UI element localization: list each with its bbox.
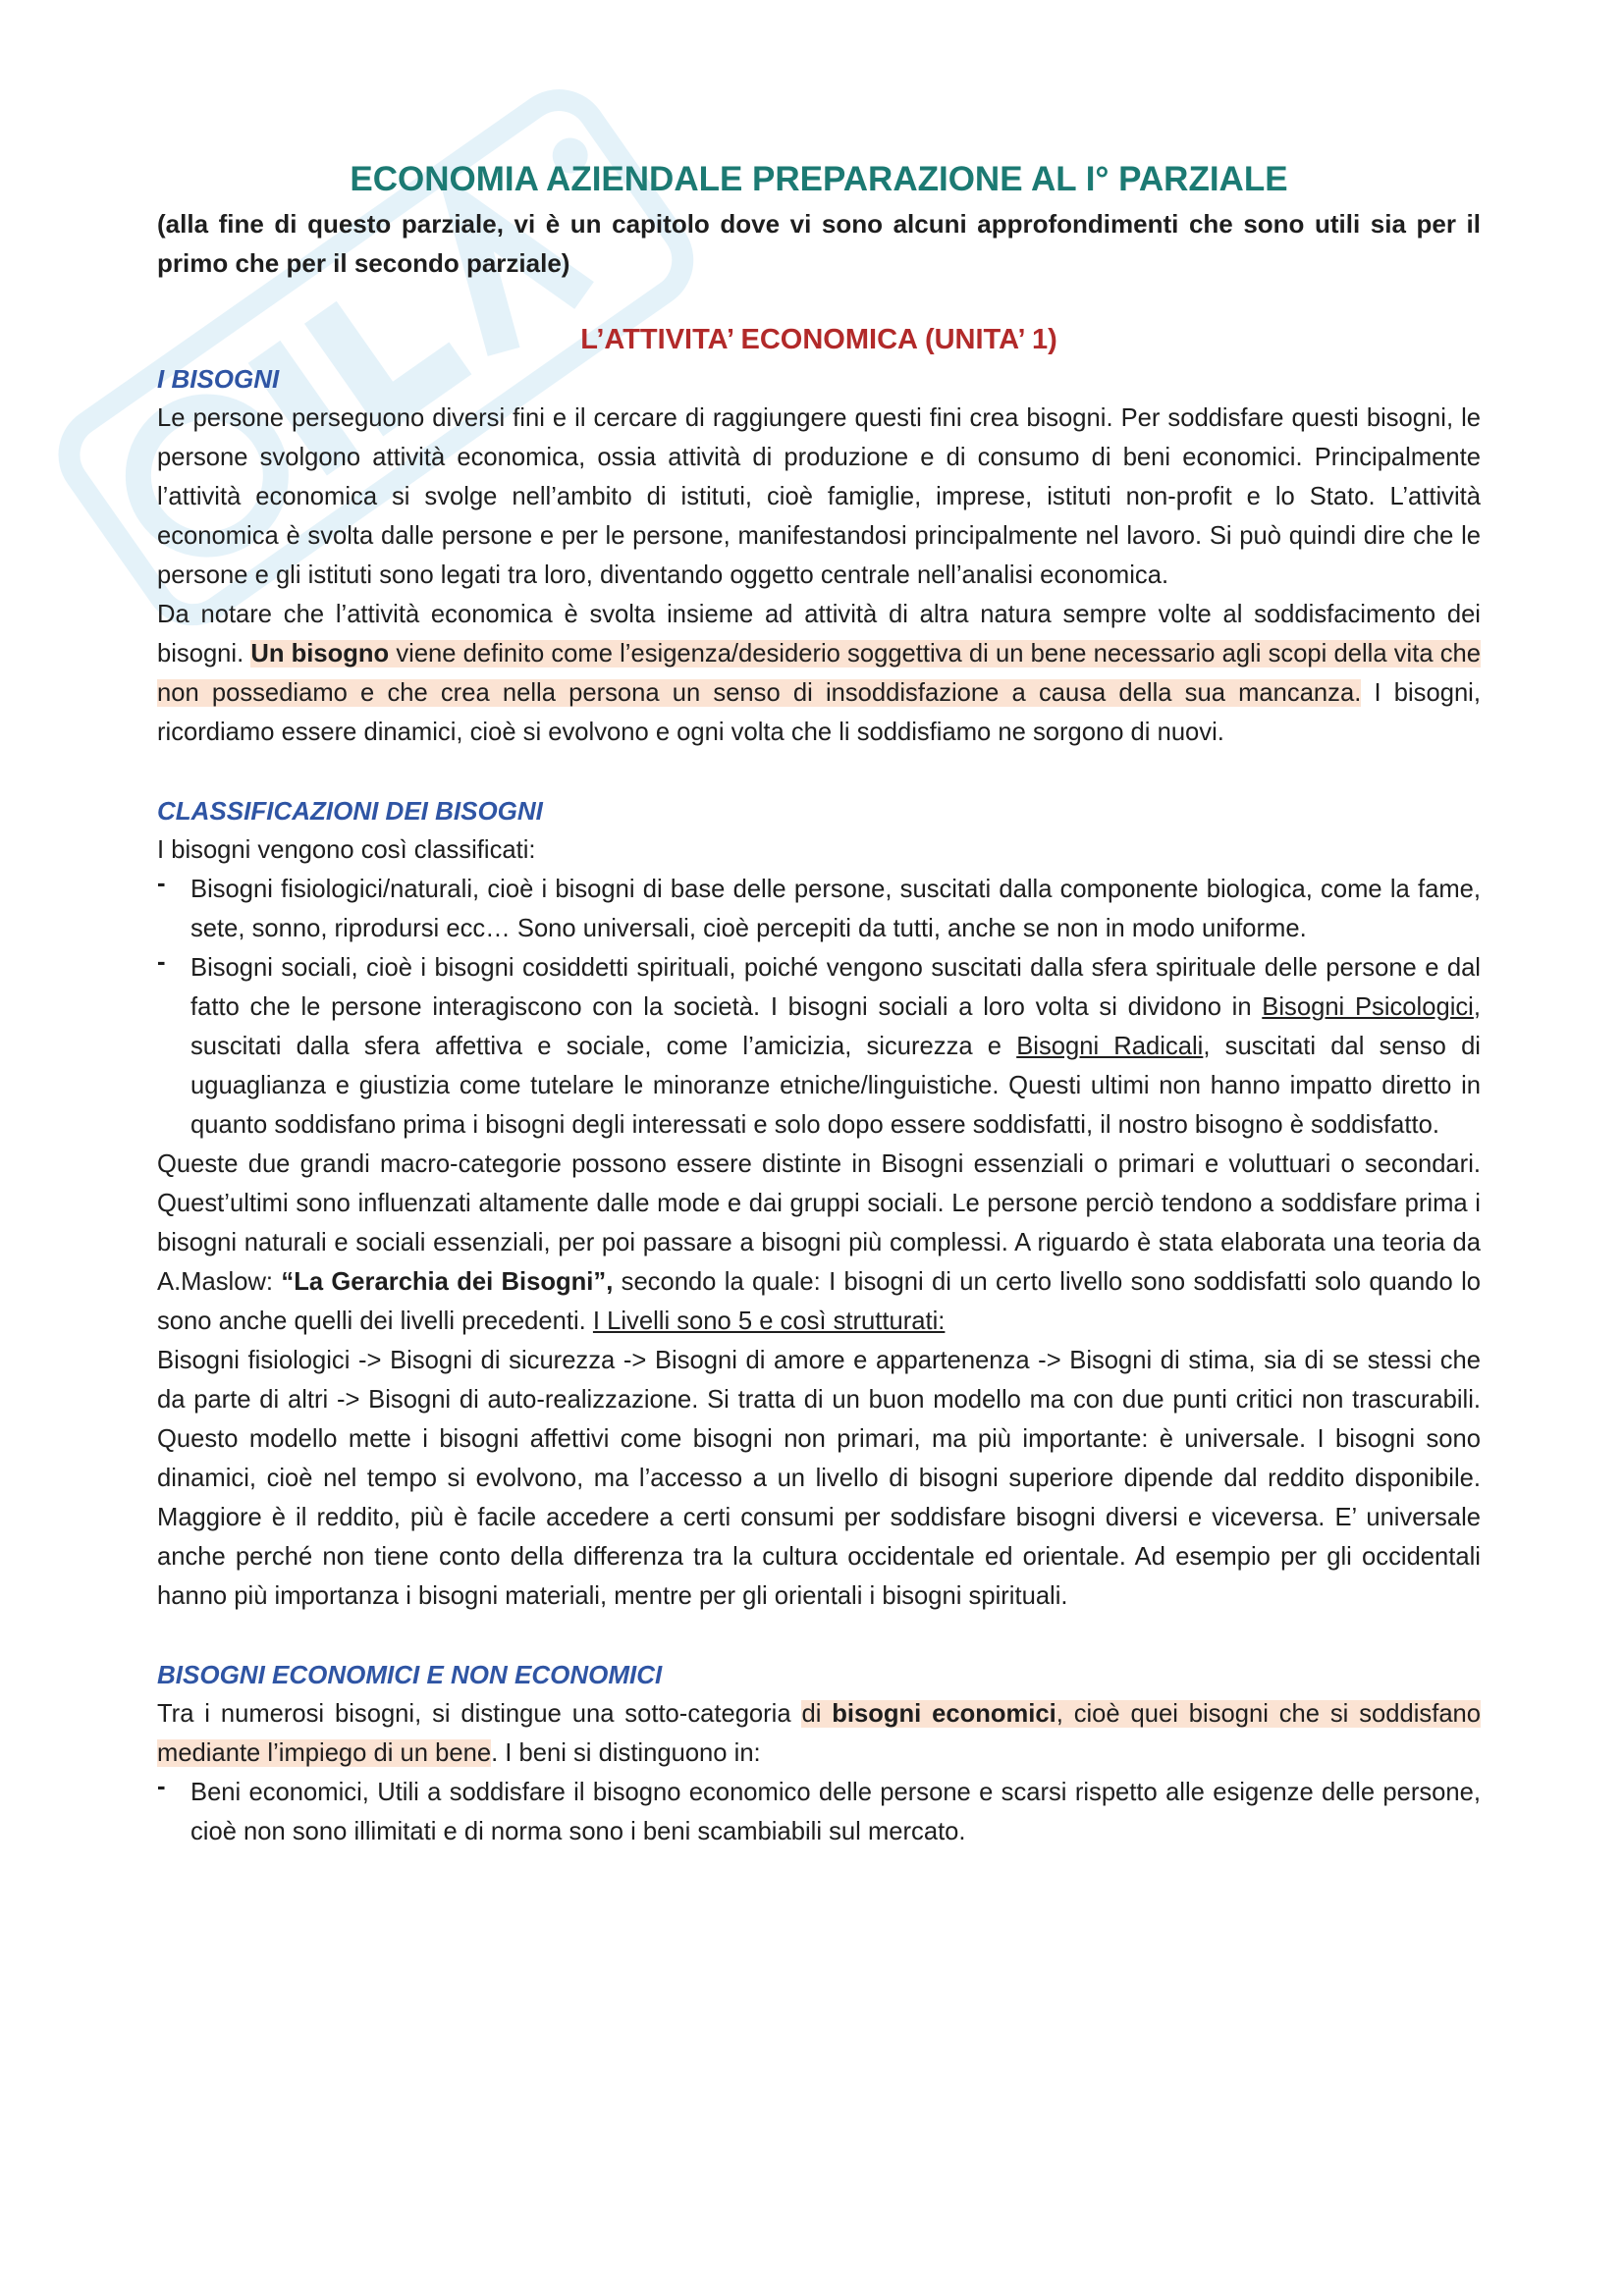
paragraph — [157, 1145, 1481, 1341]
unit-title: L’ATTIVITA’ ECONOMICA (UNITA’ 1) — [580, 324, 1057, 355]
text-run: secondo la quale: I bisogni di un certo livello sono soddisfatti solo quando lo sono anche quelli dei livelli precedenti. — [157, 1268, 1481, 1335]
list-item — [157, 870, 1481, 948]
text-run: di — [801, 1700, 833, 1728]
dash-bullet: - — [157, 948, 166, 976]
text-run: viene definito come l’esigenza/desiderio soggettiva di un bene necessario agli scopi della vita che non possediamo e che crea nella persona un senso di insoddisfazione a causa della sua mancanza. — [157, 640, 1481, 707]
paragraph — [157, 595, 1481, 752]
paragraph: I bisogni vengono così classificati: — [157, 836, 536, 864]
text-run: I bisogni, ricordiamo essere dinamici, cioè si evolvono e ogni volta che li soddisfiamo ne sorgono di nuovi. — [157, 679, 1481, 746]
dash-bullet: - — [157, 1773, 166, 1800]
bullet-list — [157, 870, 1481, 1145]
text-run: Queste due grandi macro-categorie possono essere distinte in Bisogni essenziali o primari e voluttuari o secondari. Quest’ultimi sono influenzati altamente dalle mode e dai gruppi sociali. Le persone perciò tendono a soddisfare prima i bisogni naturali e sociali essenziali, per poi passare a bisogni più complessi. A riguardo è stata elaborata una teoria da A.Maslow: — [157, 1150, 1481, 1296]
document-title: ECONOMIA AZIENDALE PREPARAZIONE AL I° PARZIALE — [350, 160, 1288, 198]
paragraph: Bisogni fisiologici -> Bisogni di sicurezza -> Bisogni di amore e appartenenza -> Bisogni di stima, sia di se stessi che da parte di altri -> Bisogni di auto-realizzazione. Si tratta di un buon modello ma con due punti critici non trascurabili. Questo modello mette i bisogni affettivi come bisogni non primari, ma più importante: è universale. I bisogni sono dinamici, cioè nel tempo si evolvono, ma l’accesso a un livello di bisogni superiore dipende dal reddito disponibile. Maggiore è il reddito, più è facile accedere a certi consumi per soddisfare bisogni diversi e viceversa. E’ universale anche perché non tiene conto della differenza tra la cultura occidentale ed orientale. Ad esempio per gli occidentali hanno più importanza i bisogni materiali, mentre per gli orientali i bisogni spirituali. — [157, 1347, 1481, 1610]
paragraph — [157, 1694, 1481, 1773]
bold-term: “La Gerarchia dei Bisogni”, — [281, 1268, 614, 1296]
text-run: , suscitati dal senso di uguaglianza e giustizia come tutelare le minoranze etniche/linguistiche. Questi ultimi non hanno impatto diretto in quanto soddisfano prima i bisogni degli interessati e solo dopo essere soddisfatti, il nostro bisogno è soddisfatto. — [190, 1033, 1481, 1139]
text-run: Tra i numerosi bisogni, si distingue una sotto-categoria — [157, 1700, 802, 1728]
paragraph: Le persone perseguono diversi fini e il cercare di raggiungere questi fini crea bisogni. Per soddisfare questi bisogni, le persone svolgono attività economica, ossia attività di produzione e di consumo di beni economici. Principalmente l’attività economica si svolge nell’ambito di istituti, cioè famiglie, imprese, istituti non-profit e lo Stato. L’attività economica è svolta dalle persone e per le persone, manifestandosi principalmente nel lavoro. Si può quindi dire che le persone e gli istituti sono legati tra loro, diventando oggetto centrale nell’analisi economica. — [157, 404, 1481, 589]
text-run: Bisogni sociali, cioè i bisogni cosiddetti spirituali, poiché vengono suscitati dalla sfera spirituale delle persone e dal fatto che le persone interagiscono con la società. I bisogni sociali a loro volta si dividono in — [190, 954, 1481, 1021]
text-run: , cioè quei bisogni che si soddisfano mediante l’impiego di un bene — [157, 1700, 1482, 1767]
section-heading-classificazioni: CLASSIFICAZIONI DEI BISOGNI — [157, 796, 543, 826]
highlight — [157, 640, 1481, 707]
list-item — [157, 948, 1481, 1145]
section-heading-economici: BISOGNI ECONOMICI E NON ECONOMICI — [157, 1660, 663, 1689]
document-subtitle: (alla fine di questo parziale, vi è un capitolo dove vi sono alcuni approfondimenti che sono utili sia per il primo che per il secondo parziale) — [157, 209, 1481, 278]
text-run: Da notare che l’attività economica è svolta insieme ad attività di altra natura sempre volte al soddisfacimento dei bisogni. — [157, 601, 1481, 667]
text-run: Bisogni fisiologici/naturali, cioè i bisogni di base delle persone, suscitati dalla componente biologica, come la fame, sete, sonno, riprodursi ecc… Sono universali, cioè percepiti da tutti, anche se non in modo uniforme. — [190, 876, 1481, 942]
bold-term: Un bisogno — [250, 640, 390, 667]
bullet-list — [157, 1773, 1481, 1851]
underlined-term: Bisogni Psicologici — [1262, 993, 1474, 1021]
text-run: . I beni si distinguono in: — [491, 1739, 761, 1767]
underlined-term: Bisogni Radicali — [1016, 1033, 1204, 1060]
underlined-term: I Livelli sono 5 e così strutturati: — [592, 1308, 946, 1335]
document-page — [157, 147, 1481, 1851]
dash-bullet: - — [157, 870, 166, 897]
section-heading-bisogni: I BISOGNI — [157, 364, 280, 394]
text-run: Beni economici, Utili a soddisfare il bisogno economico delle persone e scarsi rispetto alle esigenze delle persone, cioè non sono illimitati e di norma sono i beni scambiabili sul mercato. — [190, 1779, 1481, 1845]
list-item — [157, 1773, 1481, 1851]
bold-term: bisogni economici — [832, 1700, 1056, 1728]
text-run: , suscitati dalla sfera affettiva e sociale, come l’amicizia, sicurezza e — [190, 993, 1481, 1060]
